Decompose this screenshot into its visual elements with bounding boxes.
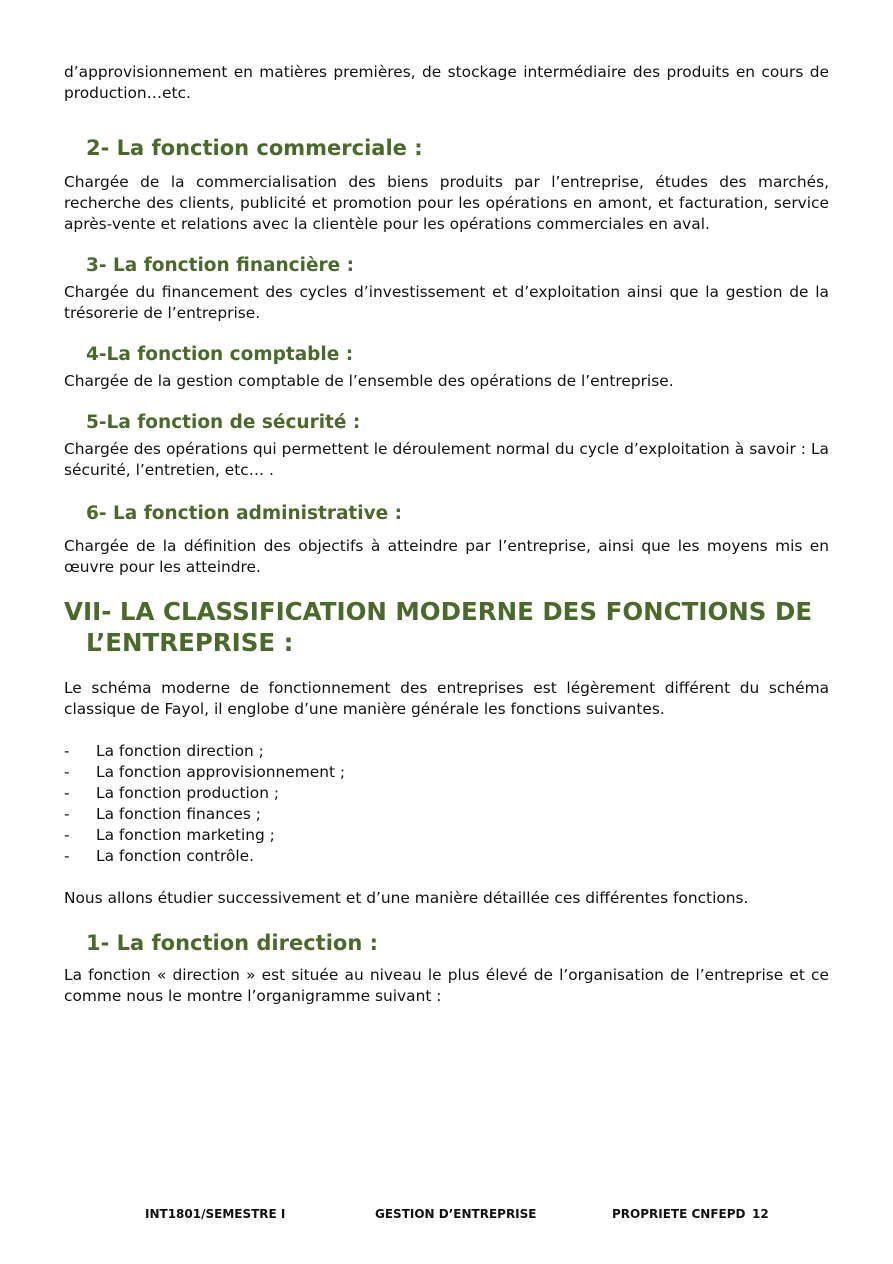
- section-heading: 3- La fonction financière :: [86, 255, 355, 276]
- chapter-title-line2: L’ENTREPRISE :: [86, 628, 294, 657]
- list-item: [64, 741, 829, 762]
- list-item-text: La fonction production ;: [96, 784, 280, 802]
- footer-subject: GESTION D’ENTREPRISE: [375, 1207, 537, 1221]
- subsection-heading: 1- La fonction direction :: [86, 931, 378, 955]
- section-financiere: [64, 253, 829, 324]
- section-text: Chargée du financement des cycles d’investissement et d’exploitation ainsi que la gestion de la trésorerie de l’entreprise.: [64, 283, 829, 322]
- section-heading: 4-La fonction comptable :: [86, 344, 354, 365]
- list-item: [64, 762, 829, 783]
- dash-bullet: -: [64, 742, 70, 760]
- list-item: [64, 825, 829, 846]
- footer-course: INT1801/SEMESTRE I: [145, 1207, 286, 1221]
- dash-bullet: -: [64, 805, 70, 823]
- functions-list: [64, 741, 829, 867]
- section-securite: [64, 410, 829, 481]
- page-number: 12: [752, 1207, 769, 1221]
- subsection-text: La fonction « direction » est située au niveau le plus élevé de l’organisation de l’entreprise et ce comme nous le montre l’organigramme suivant :: [64, 966, 829, 1005]
- section-heading: 2- La fonction commerciale :: [86, 136, 423, 160]
- dash-bullet: -: [64, 826, 70, 844]
- list-item: [64, 783, 829, 804]
- list-item-text: La fonction contrôle.: [96, 847, 255, 865]
- list-item: [64, 804, 829, 825]
- section-heading: 5-La fonction de sécurité :: [86, 412, 361, 433]
- chapter-intro: Le schéma moderne de fonctionnement des entreprises est légèrement différent du schéma classique de Fayol, il englobe d’une manière générale les fonctions suivantes.: [64, 679, 829, 718]
- section-text: Chargée de la gestion comptable de l’ensemble des opérations de l’entreprise.: [64, 372, 674, 390]
- dash-bullet: -: [64, 847, 70, 865]
- chapter-title: [64, 596, 829, 658]
- dash-bullet: -: [64, 784, 70, 802]
- section-text: Chargée des opérations qui permettent le déroulement normal du cycle d’exploitation à savoir : La sécurité, l’entretien, etc… .: [64, 440, 829, 479]
- section-commerciale: [64, 134, 829, 235]
- list-item-text: La fonction direction ;: [96, 742, 264, 760]
- footer-owner: PROPRIETE CNFEPD: [612, 1207, 746, 1221]
- list-item-text: La fonction marketing ;: [96, 826, 275, 844]
- list-item-text: La fonction finances ;: [96, 805, 261, 823]
- dash-bullet: -: [64, 763, 70, 781]
- section-text: Chargée de la définition des objectifs à atteindre par l’entreprise, ainsi que les moyens mis en œuvre pour les atteindre.: [64, 537, 829, 576]
- document-page: [64, 62, 829, 1007]
- list-item-text: La fonction approvisionnement ;: [96, 763, 346, 781]
- intro-paragraph: d’approvisionnement en matières premières, de stockage intermédiaire des produits en cours de production…etc.: [64, 63, 829, 102]
- section-heading: 6- La fonction administrative :: [86, 503, 403, 524]
- list-item: [64, 846, 829, 867]
- chapter-title-line1: VII- LA CLASSIFICATION MODERNE DES FONCTIONS DE: [64, 597, 813, 626]
- section-comptable: [64, 342, 829, 392]
- section-administrative: [64, 501, 829, 578]
- after-list-paragraph: Nous allons étudier successivement et d’une manière détaillée ces différentes fonctions.: [64, 889, 749, 907]
- section-text: Chargée de la commercialisation des biens produits par l’entreprise, études des marchés, recherche des clients, publicité et promotion pour les opérations en amont, et facturation, service après-vente et relations avec la clientèle pour les opérations commerciales en aval.: [64, 173, 829, 233]
